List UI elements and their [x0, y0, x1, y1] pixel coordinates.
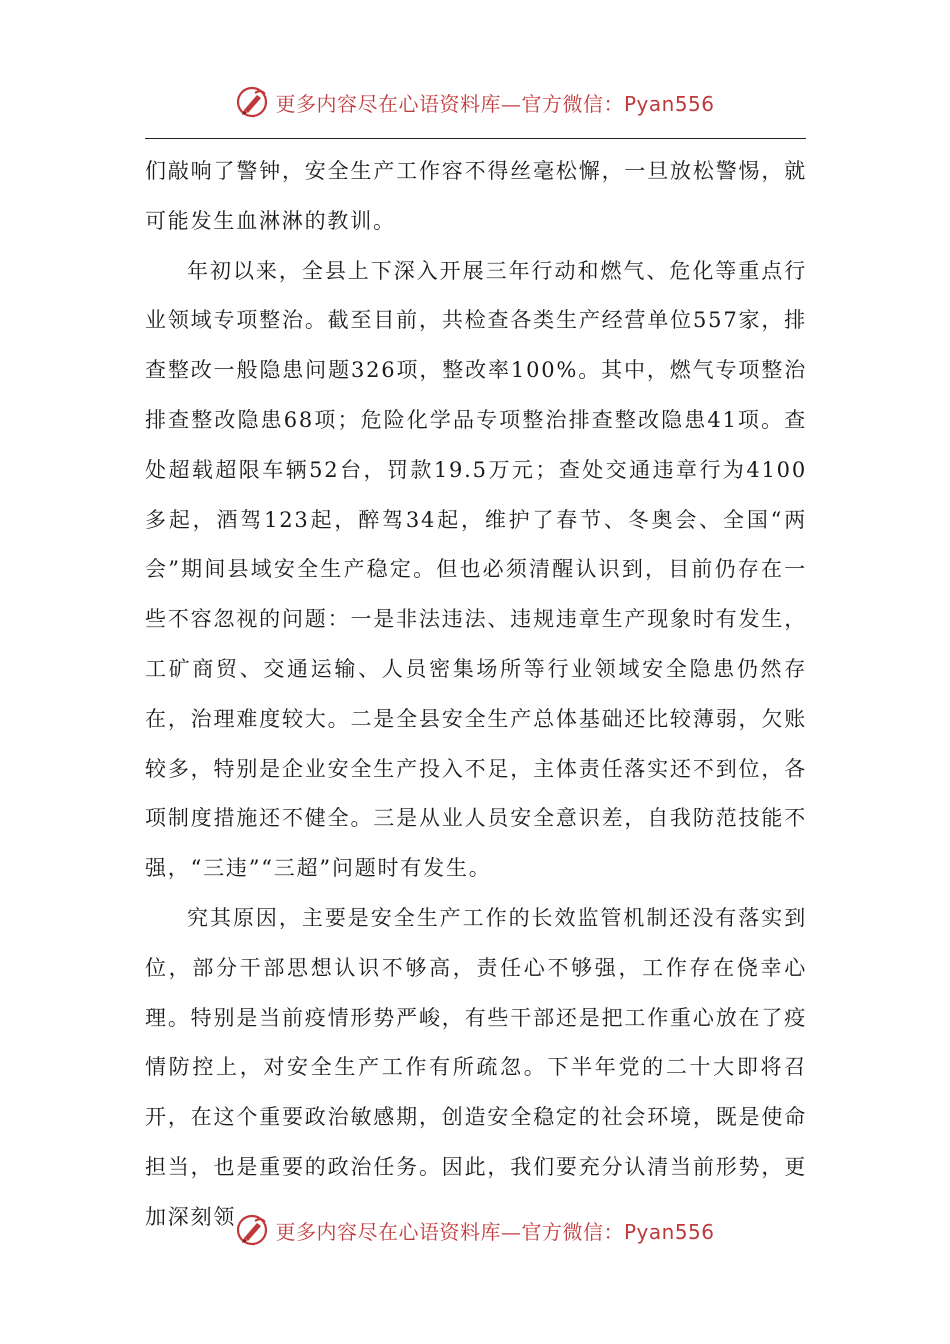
- header-banner-label: 更多内容尽在心语资料库—官方微信：: [275, 91, 624, 116]
- paragraph-2: 年初以来，全县上下深入开展三年行动和燃气、危化等重点行业领域专项整治。截至目前，共检查各类生产经营单位557家，排查整改一般隐患问题326项，整改率100%。其中，燃气专项整治排查整改隐患68项；危险化学品专项整治排查整改隐患41项。查处超载超限车辆52台，罚款19.5万元；查处交通违章行为4100多起，酒驾123起，醉驾34起，维护了春节、冬奥会、全国“两会”期间县域安全生产稳定。但也必须清醒认识到，目前仍存在一些不容忽视的问题：一是非法违法、违规违章生产现象时有发生，工矿商贸、交通运输、人员密集场所等行业领域安全隐患仍然存在，治理难度较大。二是全县安全生产总体基础还比较薄弱，欠账较多，特别是企业安全生产投入不足，主体责任落实还不到位，各项制度措施还不健全。三是从业人员安全意识差，自我防范技能不强，“三违”“三超”问题时有发生。: [145, 258, 807, 881]
- paragraph-3: 究其原因，主要是安全生产工作的长效监管机制还没有落实到位，部分干部思想认识不够高，责任心不够强，工作存在侥幸心理。特别是当前疫情形势严峻，有些干部还是把工作重心放在了疫情防控上，对安全生产工作有所疏忽。下半年党的二十大即将召开，在这个重要政治敏感期，创造安全稳定的社会环境，既是使命担当，也是重要的政治任务。因此，我们要充分认清当前形势，更加深刻领: [145, 905, 807, 1229]
- document-body: [145, 147, 807, 1243]
- header-banner-content: [235, 85, 714, 119]
- header-banner-text: [275, 88, 714, 117]
- footer-wechat-id: Pyan556: [623, 1219, 715, 1244]
- pen-logo-icon: [235, 85, 269, 119]
- header-wechat-id: Pyan556: [623, 91, 715, 116]
- pen-logo-icon: [235, 1213, 269, 1247]
- footer-banner-label: 更多内容尽在心语资料库—官方微信：: [275, 1219, 624, 1244]
- footer-banner-content: [235, 1213, 714, 1247]
- footer-banner-text: [275, 1216, 714, 1245]
- header-divider: [145, 138, 806, 139]
- footer-banner: [0, 1210, 950, 1250]
- paragraph-1: 们敲响了警钟，安全生产工作容不得丝毫松懈，一旦放松警惕，就可能发生血淋淋的教训。: [145, 159, 807, 233]
- header-banner: [0, 82, 950, 122]
